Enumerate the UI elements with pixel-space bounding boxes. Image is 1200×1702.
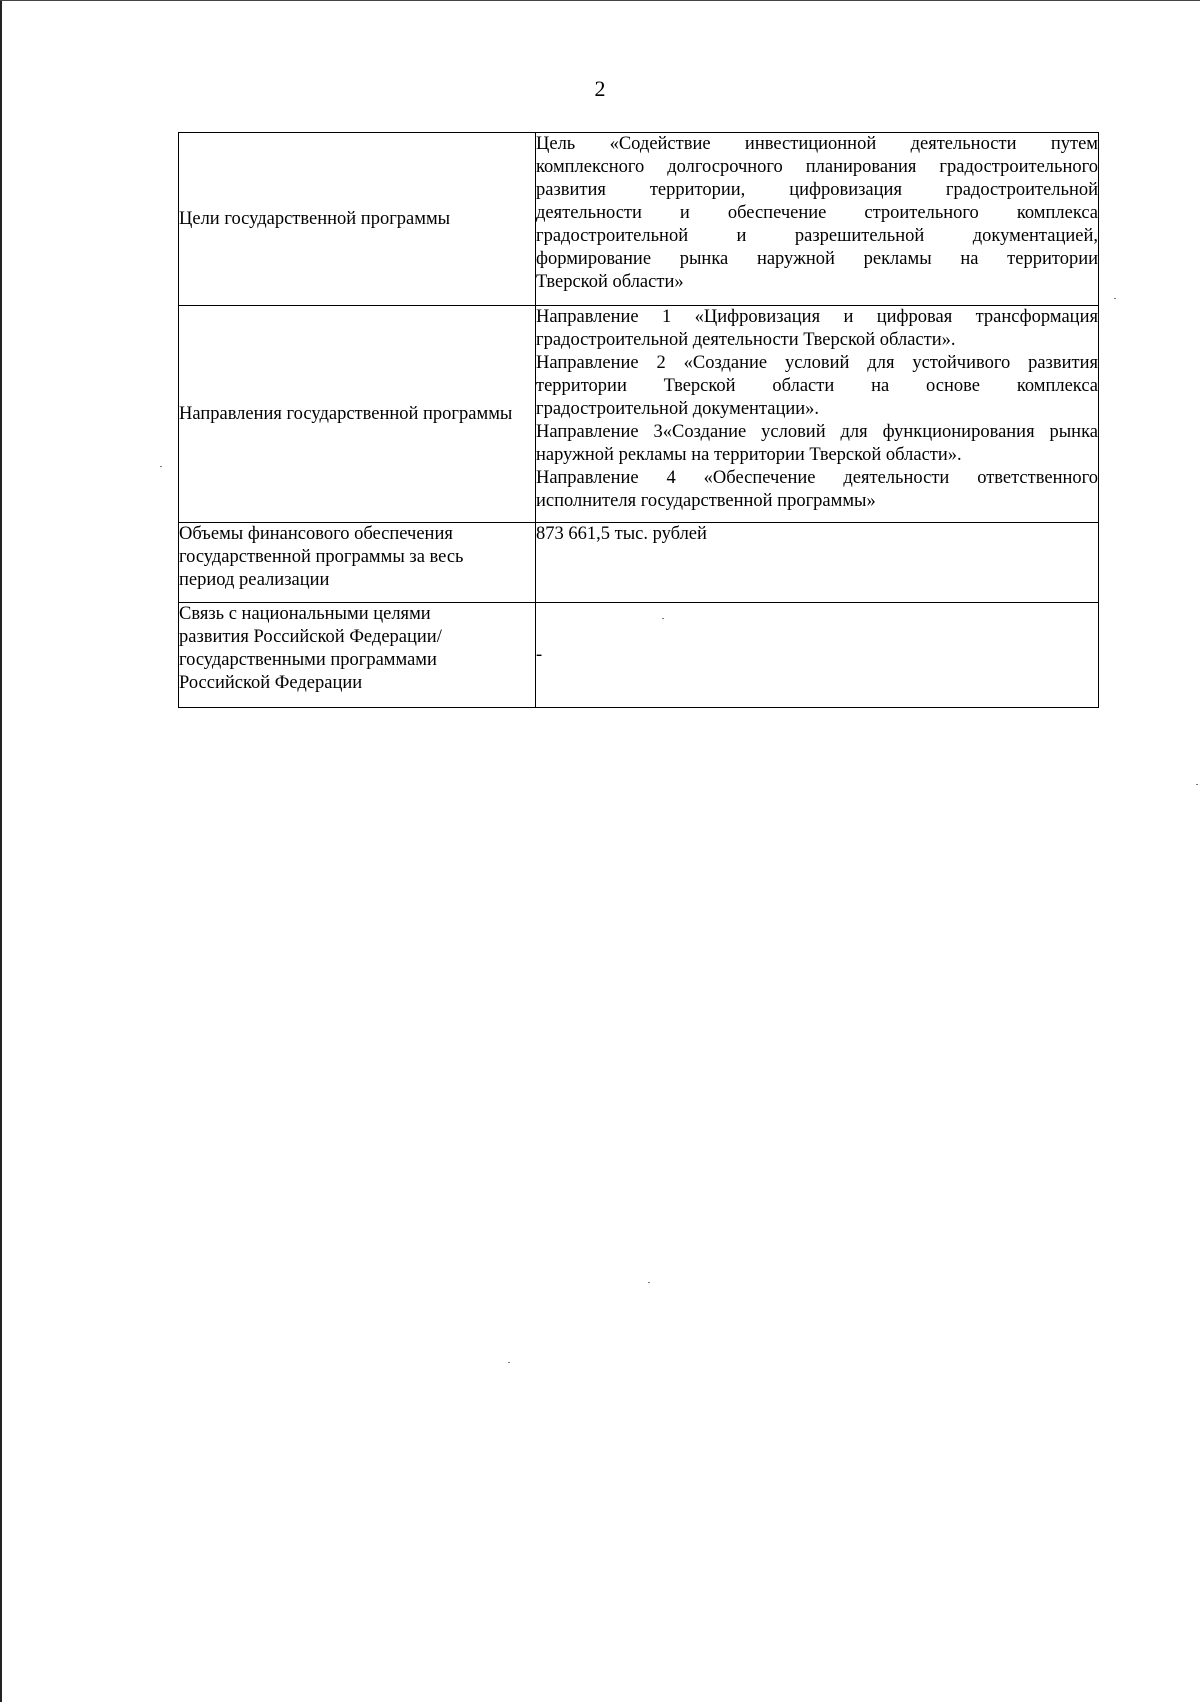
national-goals-value: - — [536, 644, 543, 665]
directions-label: Направления государственной программы — [179, 403, 513, 424]
goals-label: Цели государственной программы — [179, 208, 451, 229]
goals-line: деятельности и обеспечение строительного комплекса — [536, 203, 1098, 223]
goals-line: Цель «Содействие инвестиционной деятельности путем — [536, 134, 1098, 154]
funding-value-cell — [536, 523, 1099, 603]
goals-line: комплексного долгосрочного планирования градостроительного — [536, 157, 1098, 177]
scan-speck — [508, 1362, 510, 1363]
table-row-national-goals — [179, 603, 1099, 708]
funding-label-cell — [179, 523, 536, 603]
national-goals-label-line: Российской Федерации — [179, 673, 363, 693]
goals-line: развития территории, цифровизация градостроительной — [536, 180, 1098, 200]
direction-1 — [536, 306, 1098, 352]
funding-label-line: Объемы финансового обеспечения — [179, 524, 453, 544]
direction-4 — [536, 467, 1098, 513]
direction-2-line: градостроительной документации». — [536, 399, 820, 419]
goals-line: Тверской области» — [536, 272, 684, 292]
national-goals-label-cell — [179, 603, 536, 708]
direction-3-line: Направление 3«Создание условий для функционирования рынка — [536, 422, 1098, 442]
scan-speck — [1114, 298, 1116, 299]
funding-label-line: период реализации — [179, 570, 330, 590]
page-number: 2 — [594, 76, 606, 101]
scan-edge-top — [0, 0, 1200, 1]
scan-speck — [662, 618, 664, 619]
direction-4-line: исполнителя государственной программы» — [536, 491, 876, 511]
goals-line: формирование рынка наружной рекламы на территории — [536, 249, 1098, 269]
goals-value-cell — [536, 133, 1099, 306]
national-goals-value-cell — [536, 603, 1099, 708]
goals-label-cell — [179, 133, 536, 306]
scan-speck — [1196, 784, 1198, 785]
national-goals-label-line: государственными программами — [179, 650, 437, 670]
program-passport-table — [178, 132, 1099, 708]
national-goals-label-line: Связь с национальными целями — [179, 604, 431, 624]
table-row-funding — [179, 523, 1099, 603]
table-row-directions — [179, 306, 1099, 523]
table-row-goals — [179, 133, 1099, 306]
direction-2 — [536, 352, 1098, 421]
direction-1-line: Направление 1 «Цифровизация и цифровая трансформация — [536, 307, 1098, 327]
direction-4-line: Направление 4 «Обеспечение деятельности ответственного — [536, 468, 1098, 488]
direction-3 — [536, 421, 1098, 467]
scan-edge — [0, 0, 2, 1702]
funding-label-line: государственной программы за весь — [179, 547, 464, 567]
directions-value-cell — [536, 306, 1099, 523]
national-goals-label-line: развития Российской Федерации/ — [179, 627, 442, 647]
direction-3-line: наружной рекламы на территории Тверской области». — [536, 445, 962, 465]
scan-speck — [160, 466, 162, 467]
direction-2-line: Направление 2 «Создание условий для устойчивого развития — [536, 353, 1098, 373]
goals-line: градостроительной и разрешительной документацией, — [536, 226, 1098, 246]
scan-speck — [648, 1282, 650, 1283]
direction-2-line: территории Тверской области на основе комплекса — [536, 376, 1098, 396]
direction-1-line: градостроительной деятельности Тверской области». — [536, 330, 956, 350]
funding-amount: 873 661,5 тыс. рублей — [536, 524, 707, 544]
directions-label-cell — [179, 306, 536, 523]
